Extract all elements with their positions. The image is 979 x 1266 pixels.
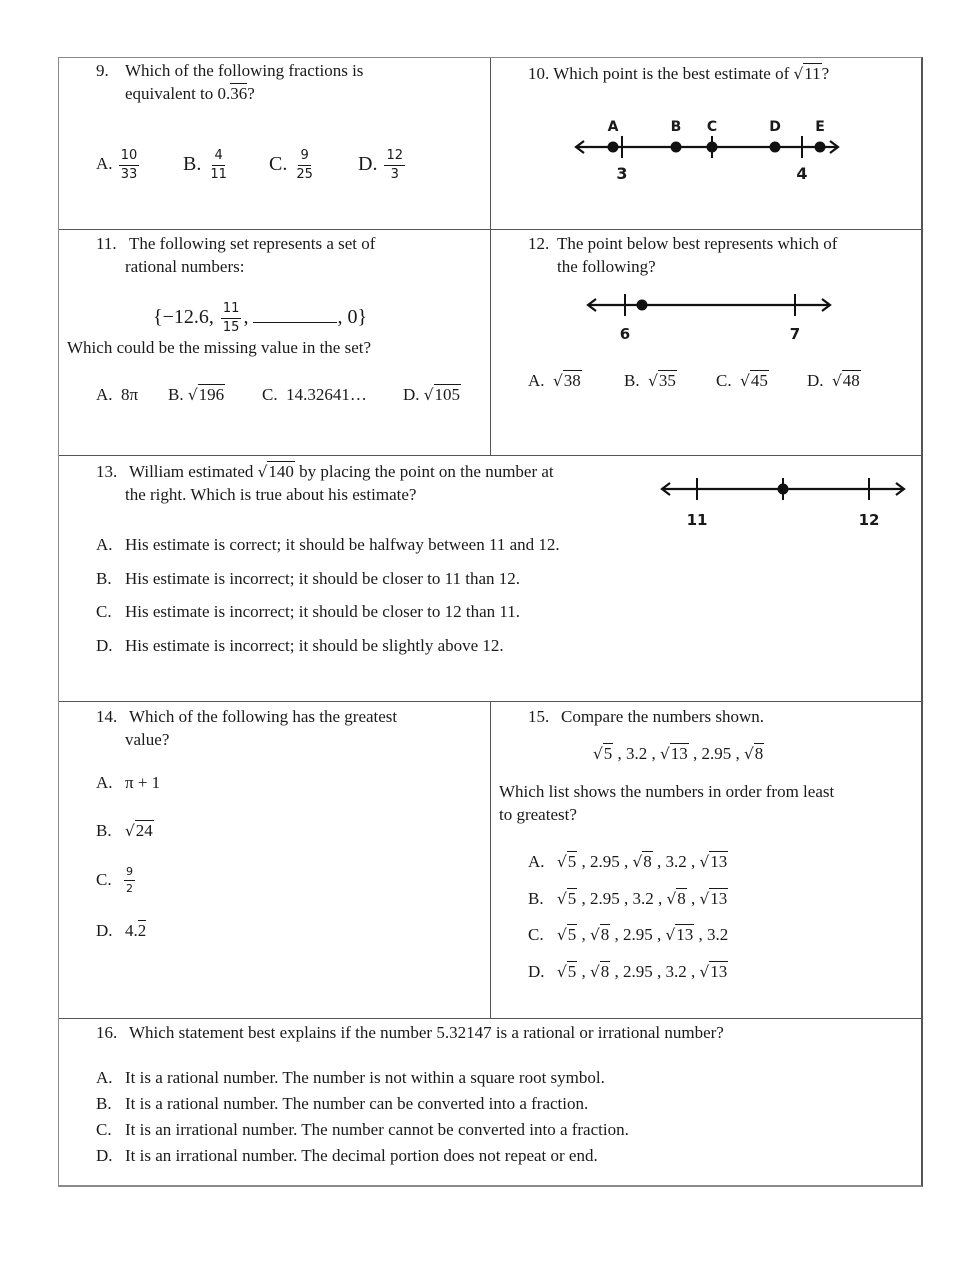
option-text: His estimate is correct; it should be halfway between 11 and 12.: [125, 535, 560, 554]
q11-question: Which could be the missing value in the set?: [67, 338, 372, 357]
option-letter: B.: [528, 889, 544, 908]
option-letter: A.: [96, 535, 113, 554]
separator: ,: [731, 744, 744, 763]
separator: ,: [613, 744, 626, 763]
radical-icon: √: [593, 745, 603, 763]
separator: ,: [577, 962, 590, 981]
set-close: , 0}: [337, 306, 368, 328]
radicand: 48: [842, 371, 860, 390]
q11-option-a[interactable]: [96, 383, 138, 406]
q14-option-c[interactable]: [96, 862, 133, 898]
radicand: 13: [710, 889, 728, 908]
q15-number: 15.: [528, 707, 550, 726]
option-text: His estimate is incorrect; it should be slightly above 12.: [125, 636, 504, 655]
q12-number: 12.: [528, 234, 550, 253]
sqrt-expression: [557, 960, 577, 984]
option-value: 14.32641…: [286, 385, 367, 404]
point-marker: [637, 300, 648, 311]
radicand: 13: [676, 925, 694, 944]
radicand: 5: [567, 852, 577, 871]
option-letter: D.: [403, 385, 420, 404]
radical-icon: √: [699, 890, 710, 908]
radicand: 13: [670, 744, 688, 763]
radical-icon: √: [557, 926, 567, 944]
numerator: 10: [119, 149, 140, 166]
radical-icon: √: [744, 745, 754, 763]
sqrt-expression: [258, 460, 295, 484]
denominator: 25: [296, 166, 313, 182]
sqrt-expression: [553, 369, 582, 393]
radical-icon: √: [699, 963, 710, 981]
radicand: 5: [567, 962, 577, 981]
row-2: [59, 230, 921, 456]
q9-option-a[interactable]: [96, 146, 141, 182]
sqrt-expression: [660, 742, 689, 766]
row-4: [59, 702, 921, 1019]
radical-icon: √: [187, 386, 198, 404]
option-letter: B.: [96, 569, 112, 588]
denominator: 3: [390, 166, 399, 182]
option-letter: A.: [96, 385, 113, 404]
radical-icon: √: [125, 822, 135, 840]
value-prefix: 4.: [125, 921, 138, 940]
row-1: [59, 58, 921, 230]
separator: ,: [652, 925, 666, 944]
tick-label: 7: [789, 325, 801, 343]
numerator: 4: [212, 149, 224, 166]
sqrt-expression: [424, 383, 461, 407]
point-label: B: [670, 119, 682, 135]
option-letter: A.: [96, 154, 113, 173]
q9-line1: Which of the following fractions is: [125, 61, 364, 80]
q9-line2-prefix: equivalent to 0.: [125, 84, 231, 103]
question-16: [59, 1019, 921, 1185]
q16-option-c[interactable]: [96, 1118, 629, 1141]
option-letter: A.: [96, 1068, 113, 1087]
radical-icon: √: [590, 963, 600, 981]
radicand: 13: [710, 852, 728, 871]
tick-label: 6: [619, 325, 631, 343]
option-letter: C.: [716, 371, 732, 390]
sqrt-expression: [700, 887, 729, 911]
q14-option-d[interactable]: [96, 919, 147, 942]
set-open: {−12.6,: [153, 306, 214, 328]
sqrt-expression: [557, 923, 577, 947]
radical-icon: √: [557, 853, 567, 871]
radicand: 5: [603, 744, 613, 763]
q12-number-line: [581, 288, 841, 346]
list-value: 2.95: [590, 889, 620, 908]
q12-line1: The point below best represents which of: [557, 234, 838, 253]
option-letter: C.: [96, 1120, 112, 1139]
question-9: [59, 58, 491, 229]
denominator: 33: [120, 166, 138, 182]
separator: ,: [619, 852, 633, 871]
option-letter: C.: [528, 925, 544, 944]
option-letter: D.: [528, 962, 545, 981]
point-marker: [608, 142, 619, 153]
option-text: His estimate is incorrect; it should be closer to 12 than 11.: [125, 602, 521, 621]
sqrt-expression: [557, 850, 577, 874]
q14-option-a[interactable]: [96, 771, 161, 794]
q14-option-b[interactable]: [96, 819, 153, 842]
question-13: [59, 456, 921, 701]
option-letter: D.: [96, 921, 113, 940]
row-3: [59, 456, 921, 702]
option-text: It is an irrational number. The decimal portion does not repeat or end.: [125, 1146, 598, 1165]
q10-number-line: [571, 110, 851, 190]
list-value: 3.2: [665, 962, 687, 981]
q9-repeating-digits: 36: [230, 84, 248, 103]
q9-option-b[interactable]: [183, 146, 231, 182]
sqrt-expression: [744, 742, 764, 766]
sqrt-expression: [667, 887, 687, 911]
point-label: C: [706, 119, 718, 135]
q16-text: Which statement best explains if the number 5.32147 is a rational or irrational number?: [129, 1023, 724, 1042]
numerator: 9: [298, 149, 310, 166]
option-letter: B.: [96, 821, 112, 840]
sqrt-expression: [188, 383, 225, 407]
question-10: [491, 58, 921, 229]
radicand: 140: [268, 462, 294, 481]
q13-option-c[interactable]: [96, 600, 521, 623]
sqrt-expression: [633, 850, 653, 874]
radicand: 13: [710, 962, 728, 981]
q10-text-suffix: ?: [821, 64, 830, 83]
separator: ,: [686, 889, 700, 908]
list-value: 2.95: [590, 852, 620, 871]
q13-line1: [129, 460, 554, 484]
fraction: [124, 866, 135, 895]
point-label: A: [607, 119, 619, 135]
q15-option-d[interactable]: [528, 960, 728, 983]
q15-question-line2: to greatest?: [499, 805, 577, 824]
q9-option-c[interactable]: [269, 146, 317, 182]
point-marker: [815, 142, 826, 153]
radicand: 105: [434, 385, 461, 404]
question-grid: [58, 57, 923, 1187]
q10-text: [528, 62, 829, 86]
numerator: 12: [384, 149, 405, 166]
separator: ,: [686, 852, 700, 871]
option-letter: C.: [269, 153, 288, 175]
denominator: 15: [222, 319, 240, 335]
option-letter: D.: [96, 636, 113, 655]
separator: ,: [686, 962, 700, 981]
option-text: It is a rational number. The number is not within a square root symbol.: [125, 1068, 605, 1087]
q9-number: 9.: [96, 61, 109, 80]
question-15: [491, 702, 921, 1018]
separator: ,: [577, 852, 590, 871]
list-value: 2.95: [701, 744, 732, 763]
q11-number: 11.: [96, 234, 117, 253]
q13-option-d[interactable]: [96, 634, 504, 657]
missing-value-blank: [253, 308, 337, 323]
q15-shown-numbers: [593, 742, 764, 766]
q12-option-c[interactable]: [716, 369, 769, 393]
separator: ,: [694, 925, 707, 944]
option-letter: A.: [96, 773, 113, 792]
q13-number: 13.: [96, 462, 118, 481]
fraction: [208, 149, 229, 182]
radical-icon: √: [699, 853, 710, 871]
fraction: [119, 149, 140, 182]
separator: ,: [688, 744, 702, 763]
sqrt-expression: [740, 369, 769, 393]
option-value: 8π: [121, 385, 139, 404]
sqrt-expression: [557, 887, 577, 911]
q15-option-c[interactable]: [528, 923, 729, 946]
radicand: 8: [643, 852, 652, 871]
question-11: [59, 230, 491, 455]
q16-option-b[interactable]: [96, 1092, 589, 1115]
separator: ,: [653, 889, 667, 908]
option-text: It is a rational number. The number can be converted into a fraction.: [125, 1094, 589, 1113]
radicand: 8: [600, 925, 610, 944]
q16-option-d[interactable]: [96, 1144, 598, 1167]
q11-option-b[interactable]: [168, 383, 225, 407]
radical-icon: √: [423, 386, 434, 404]
q10-text-prefix: Which point is the best estimate of: [553, 64, 794, 83]
list-value: 3.2: [632, 889, 654, 908]
sqrt-expression: [794, 62, 822, 86]
option-letter: D.: [96, 1146, 113, 1165]
sqrt-expression: [593, 742, 613, 766]
radical-icon: √: [660, 745, 670, 763]
option-letter: C.: [96, 870, 112, 889]
sqrt-expression: [700, 960, 729, 984]
list-value: 3.2: [707, 925, 729, 944]
list-value: 2.95: [623, 925, 653, 944]
radical-icon: √: [557, 890, 567, 908]
option-letter: A.: [528, 852, 545, 871]
q14-number: 14.: [96, 707, 118, 726]
separator: ,: [652, 852, 666, 871]
radicand: 196: [198, 385, 225, 404]
point-label: E: [815, 119, 825, 135]
sqrt-expression: [648, 369, 677, 393]
radicand: 5: [567, 889, 577, 908]
tick-label: 3: [616, 164, 628, 183]
q11-line1: The following set represents a set of: [129, 234, 376, 253]
question-14: [59, 702, 491, 1018]
radicand: 8: [754, 744, 764, 763]
denominator: 11: [210, 166, 227, 182]
option-letter: C.: [96, 602, 112, 621]
point-marker: [707, 142, 718, 153]
list-value: 3.2: [626, 744, 648, 763]
q13-option-b[interactable]: [96, 567, 521, 590]
point-marker: [671, 142, 682, 153]
fraction: [294, 149, 315, 182]
radical-icon: √: [740, 372, 750, 390]
radical-icon: √: [553, 372, 563, 390]
row-5: [59, 1019, 921, 1185]
option-letter: B.: [624, 371, 640, 390]
q15-option-a[interactable]: [528, 850, 728, 873]
numerator: 11: [221, 302, 242, 319]
question-12: [491, 230, 921, 455]
radical-icon: √: [632, 853, 643, 871]
radical-icon: √: [793, 65, 804, 83]
radicand: 8: [677, 889, 686, 908]
option-letter: B.: [183, 153, 202, 175]
q15-option-b[interactable]: [528, 887, 728, 910]
separator: ,: [610, 962, 623, 981]
radical-icon: √: [832, 372, 842, 390]
q13-option-a[interactable]: [96, 533, 560, 556]
list-value: 2.95: [623, 962, 653, 981]
tick-label: 12: [858, 511, 880, 529]
separator: ,: [647, 744, 660, 763]
q14-line2: value?: [125, 730, 170, 749]
sqrt-expression: [832, 369, 861, 393]
tick-label: 11: [686, 511, 708, 529]
sqrt-expression: [590, 923, 610, 947]
q13-number-line: [657, 466, 913, 530]
radicand: 45: [750, 371, 768, 390]
option-list: [557, 960, 728, 984]
list-value: 3.2: [665, 852, 687, 871]
q11-set: {−12.6, $\frac{11}{15}$ , , 0}: [153, 300, 368, 335]
option-list: [557, 923, 728, 947]
radicand: 35: [658, 371, 676, 390]
set-fraction: [221, 302, 242, 335]
radical-icon: √: [665, 926, 676, 944]
q15-line1: Compare the numbers shown.: [561, 707, 765, 726]
q13-line1-prefix: William estimated: [129, 462, 258, 481]
radicand: 5: [567, 925, 577, 944]
option-text: His estimate is incorrect; it should be closer to 11 than 12.: [125, 569, 521, 588]
q15-question-line1: Which list shows the numbers in order from least: [499, 782, 835, 801]
q12-option-d[interactable]: [807, 369, 861, 393]
q12-line2: the following?: [557, 257, 656, 276]
option-list: [557, 887, 728, 911]
q13-line1-suffix: by placing the point on the number at: [294, 462, 554, 481]
q12-option-a[interactable]: [528, 369, 582, 393]
q11-option-c[interactable]: [262, 383, 367, 406]
sqrt-expression: [590, 960, 610, 984]
q9-option-d[interactable]: [358, 146, 407, 182]
option-value: π + 1: [125, 773, 161, 792]
tick-label: 4: [796, 164, 808, 183]
radical-icon: √: [648, 372, 658, 390]
radical-icon: √: [257, 463, 268, 481]
radicand: 24: [135, 821, 153, 840]
option-letter: B.: [168, 385, 184, 404]
separator: ,: [577, 889, 590, 908]
q16-number: 16.: [96, 1023, 118, 1042]
radical-icon: √: [590, 926, 600, 944]
q14-line1: Which of the following has the greatest: [129, 707, 398, 726]
sqrt-expression: [125, 819, 154, 843]
radical-icon: √: [666, 890, 677, 908]
option-letter: D.: [358, 153, 378, 175]
radicand: 11: [804, 64, 821, 83]
option-letter: B.: [96, 1094, 112, 1113]
option-value: [125, 919, 146, 942]
option-letter: D.: [807, 371, 824, 390]
option-list: [557, 850, 728, 874]
q11-option-d[interactable]: [403, 383, 461, 407]
separator: ,: [652, 962, 666, 981]
radicand: 38: [563, 371, 581, 390]
radical-icon: √: [557, 963, 567, 981]
fraction: [384, 149, 405, 182]
q9-line2-suffix: ?: [247, 84, 255, 103]
option-letter: A.: [528, 371, 545, 390]
q11-line2: rational numbers:: [125, 257, 245, 276]
q9-line2: [125, 82, 255, 105]
q13-line2: the right. Which is true about his estimate?: [125, 485, 417, 504]
point-marker: [778, 484, 789, 495]
separator: ,: [619, 889, 633, 908]
numerator: 9: [124, 866, 135, 881]
q16-option-a[interactable]: [96, 1066, 605, 1089]
separator: ,: [577, 925, 590, 944]
q10-number: 10.: [528, 64, 550, 83]
repeating-digit: 2: [137, 921, 147, 940]
option-text: It is an irrational number. The number cannot be converted into a fraction.: [125, 1120, 629, 1139]
sqrt-expression: [666, 923, 695, 947]
point-marker: [770, 142, 781, 153]
option-letter: C.: [262, 385, 278, 404]
denominator: 2: [126, 882, 133, 895]
separator: ,: [610, 925, 623, 944]
q12-option-b[interactable]: [624, 369, 677, 393]
sqrt-expression: [700, 850, 729, 874]
point-label: D: [769, 119, 781, 135]
radicand: 8: [600, 962, 610, 981]
